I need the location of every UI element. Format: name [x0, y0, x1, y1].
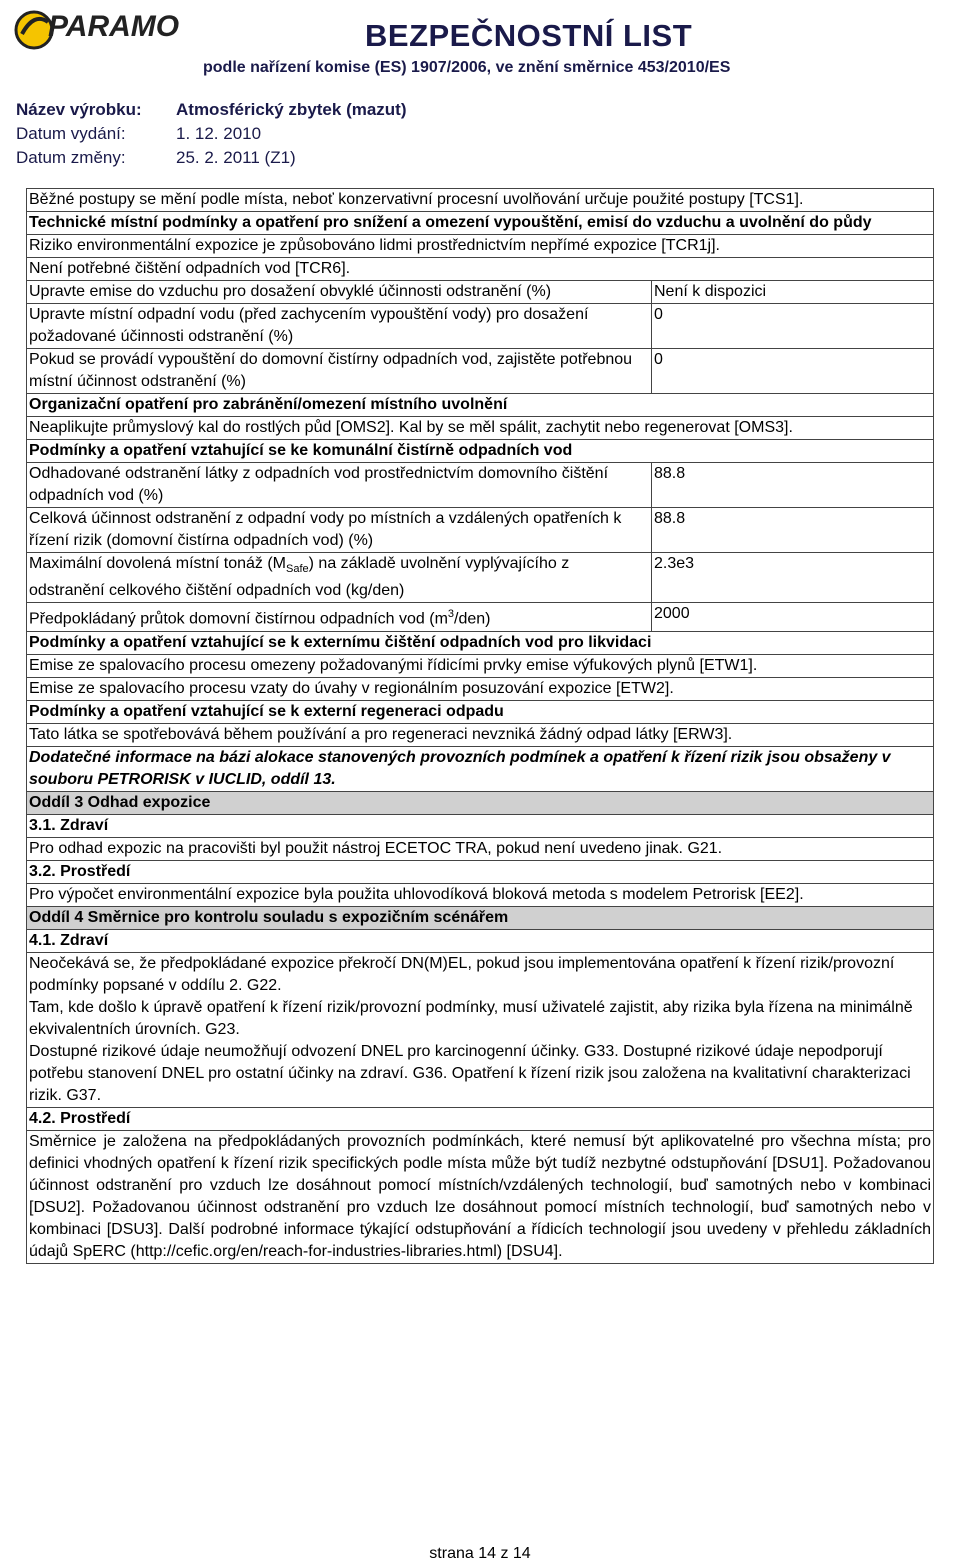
label-part: Předpokládaný průtok domovní čistírnou odpadních vod (m — [29, 610, 448, 628]
label-part: /den) — [454, 610, 491, 628]
text-row: Pro výpočet environmentální expozice byla použita uhlovodíková bloková metoda s modelem Petrorisk [EE2]. — [27, 883, 933, 906]
value-label — [27, 603, 652, 630]
product-label: Název výrobku: — [16, 100, 142, 119]
issue-date-line — [16, 124, 261, 144]
change-date-line — [16, 148, 296, 168]
section-heading: Organizační opatření pro zabránění/omezení místního uvolnění — [27, 393, 933, 416]
product-value: Atmosférický zbytek (mazut) — [176, 100, 407, 119]
value-row — [27, 280, 933, 303]
value-row — [27, 303, 933, 348]
section-4-heading: Oddíl 4 Směrnice pro kontrolu souladu s expozičním scénářem — [27, 906, 933, 929]
label-part: ) na základě uvolnění vyplývajícího z odstranění celkového čištění odpadních vod (kg/den) — [29, 555, 570, 600]
section-heading: Podmínky a opatření vztahující se k externí regeneraci odpadu — [27, 700, 933, 723]
value-cell: 88.8 — [654, 465, 686, 482]
value-label: Odhadované odstranění látky z odpadních vod prostřednictvím domovního čištění odpadních vod (%) — [27, 463, 652, 507]
text-row: Běžné postupy se mění podle místa, neboť konzervativní procesní uvolňování určuje použité postupy [TCS1]. — [29, 191, 804, 208]
subsection-heading: 3.1. Zdraví — [27, 814, 933, 837]
label-part: Maximální dovolená místní tonáž (M — [29, 555, 286, 572]
value-label: Upravte emise do vzduchu pro dosažení obvyklé účinnosti odstranění (%) — [27, 281, 652, 303]
value-cell: 88.8 — [654, 510, 686, 527]
change-date-value: 25. 2. 2011 (Z1) — [176, 148, 296, 167]
text-row: Dostupné rizikové údaje neumožňují odvození DNEL pro karcinogenní účinky. G33. Dostupné rizikové údaje nepodporují potřebu stanovení DNEL pro ostatní účinky na zdraví. G36. Opatření k řízení rizik jsou založena na kvalitativní charakterizaci rizik. G37. — [29, 1042, 911, 1104]
document-title: BEZPEČNOSTNÍ LIST — [365, 18, 693, 53]
value-row — [27, 348, 933, 393]
text-row: Neaplikujte průmyslový kal do rostlých půd [OMS2]. Kal by se měl spálit, zachytit nebo regenerovat [OMS3]. — [27, 416, 933, 439]
text-row: Směrnice je založena na předpokládaných provozních podmínkách, které nemusí být aplikovatelné pro všechna místa; pro definici vhodných opatření k řízení rizik specifických podle místa může být tudíž nezbytné odstupňování [DSU1]. Požadovanou účinnost odstranění pro vzduch lze dosáhnout pomocí místních/vzdálených technologií, buď samotných nebo v kombinaci [DSU2]. Požadovanou účinnost odstranění pro vzduch lze dosáhnout pomocí místních technologií, buď samotných nebo v kombinaci [DSU3]. Další podrobné informace týkající odstupňování a řídicích technologií jsou uvedeny v přehledu základních údajů SpERC (http://cefic.org/en/reach-for-industries-libraries.html) [DSU4]. — [27, 1130, 933, 1263]
issue-date-label: Datum vydání: — [16, 124, 126, 143]
text-row: Pro odhad expozic na pracovišti byl použit nástroj ECETOC TRA, pokud není uvedeno jinak. G21. — [27, 837, 933, 860]
section-heading: Podmínky a opatření vztahující se k externímu čištění odpadních vod pro likvidaci — [27, 631, 933, 654]
value-label: Celková účinnost odstranění z odpadní vody po místních a vzdálených opatřeních k řízení rizik (domovní čistírna odpadních vod) (%) — [27, 508, 652, 552]
text-row: Riziko environmentální expozice je způsobováno lidmi prostřednictvím nepřímé expozice [TCR1j]. — [27, 234, 933, 257]
subsection-heading: 4.1. Zdraví — [27, 929, 933, 952]
value-cell: 0 — [654, 306, 663, 323]
text-row: Emise ze spalovacího procesu vzaty do úvahy v regionálním posuzování expozice [ETW2]. — [27, 677, 933, 700]
value-cell: 0 — [654, 351, 663, 368]
subsection-heading: 3.2. Prostředí — [27, 860, 933, 883]
change-date-label: Datum změny: — [16, 148, 126, 167]
label-superscript: 3 — [447, 608, 455, 621]
section-heading: Technické místní podmínky a opatření pro snížení a omezení vypouštění, emisí do vzduchu a uvolnění do půdy — [27, 211, 933, 234]
value-label: Pokud se provádí vypouštění do domovní čistírny odpadních vod, zajistěte potřebnou místní účinnost odstranění (%) — [27, 349, 652, 393]
subsection-heading: 4.2. Prostředí — [27, 1107, 933, 1130]
value-label — [27, 553, 652, 602]
logo-text: PARAMO — [48, 10, 180, 43]
value-cell: 2.3e3 — [654, 555, 695, 572]
product-line — [16, 100, 407, 120]
value-cell: Není k dispozici — [654, 283, 767, 300]
text-row: Neočekává se, že předpokládané expozice překročí DN(M)EL, pokud jsou implementována opatření k řízení rizik/provozní podmínky popsané v oddílu 2. G22. — [27, 952, 933, 997]
text-row: Tam, kde došlo k úpravě opatření k řízení rizik/provozní podmínky, musí uživatelé zajistit, aby rizika byla řízena na minimálně ekvivalentních úrovních. G23. — [29, 998, 913, 1038]
text-row: Emise ze spalovacího procesu omezeny požadovanými řídicími prvky emise výfukových plynů [ETW1]. — [27, 654, 933, 677]
text-row: Tato látka se spotřebovává během používání a pro regeneraci nevzniká žádný odpad látky [ERW3]. — [27, 723, 933, 746]
value-row — [27, 462, 933, 507]
section-3-heading: Oddíl 3 Odhad expozice — [27, 791, 933, 814]
value-row — [27, 507, 933, 552]
issue-date-value: 1. 12. 2010 — [176, 124, 262, 143]
additional-info: Dodatečné informace na bázi alokace stanovených provozních podmínek a opatření k řízení rizik jsou obsaženy v souboru PETRORISK v IUCLID, oddíl 13. — [27, 746, 933, 791]
value-cell: 2000 — [654, 605, 690, 623]
page-number: strana 14 z 14 — [429, 1545, 531, 1562]
value-row — [27, 602, 933, 630]
content-table — [26, 188, 934, 1264]
paramo-logo — [12, 4, 207, 52]
text-row: Není potřebné čištění odpadních vod [TCR6]. — [27, 257, 933, 280]
value-label: Upravte místní odpadní vodu (před zachycením vypouštění vody) pro dosažení požadované účinnosti odstranění (%) — [27, 304, 652, 348]
section-heading: Podmínky a opatření vztahující se ke komunální čistírně odpadních vod — [27, 439, 933, 462]
value-row — [27, 552, 933, 602]
document-subtitle: podle nařízení komise (ES) 1907/2006, ve znění směrnice 453/2010/ES — [203, 59, 731, 76]
label-subscript: Safe — [286, 563, 309, 576]
